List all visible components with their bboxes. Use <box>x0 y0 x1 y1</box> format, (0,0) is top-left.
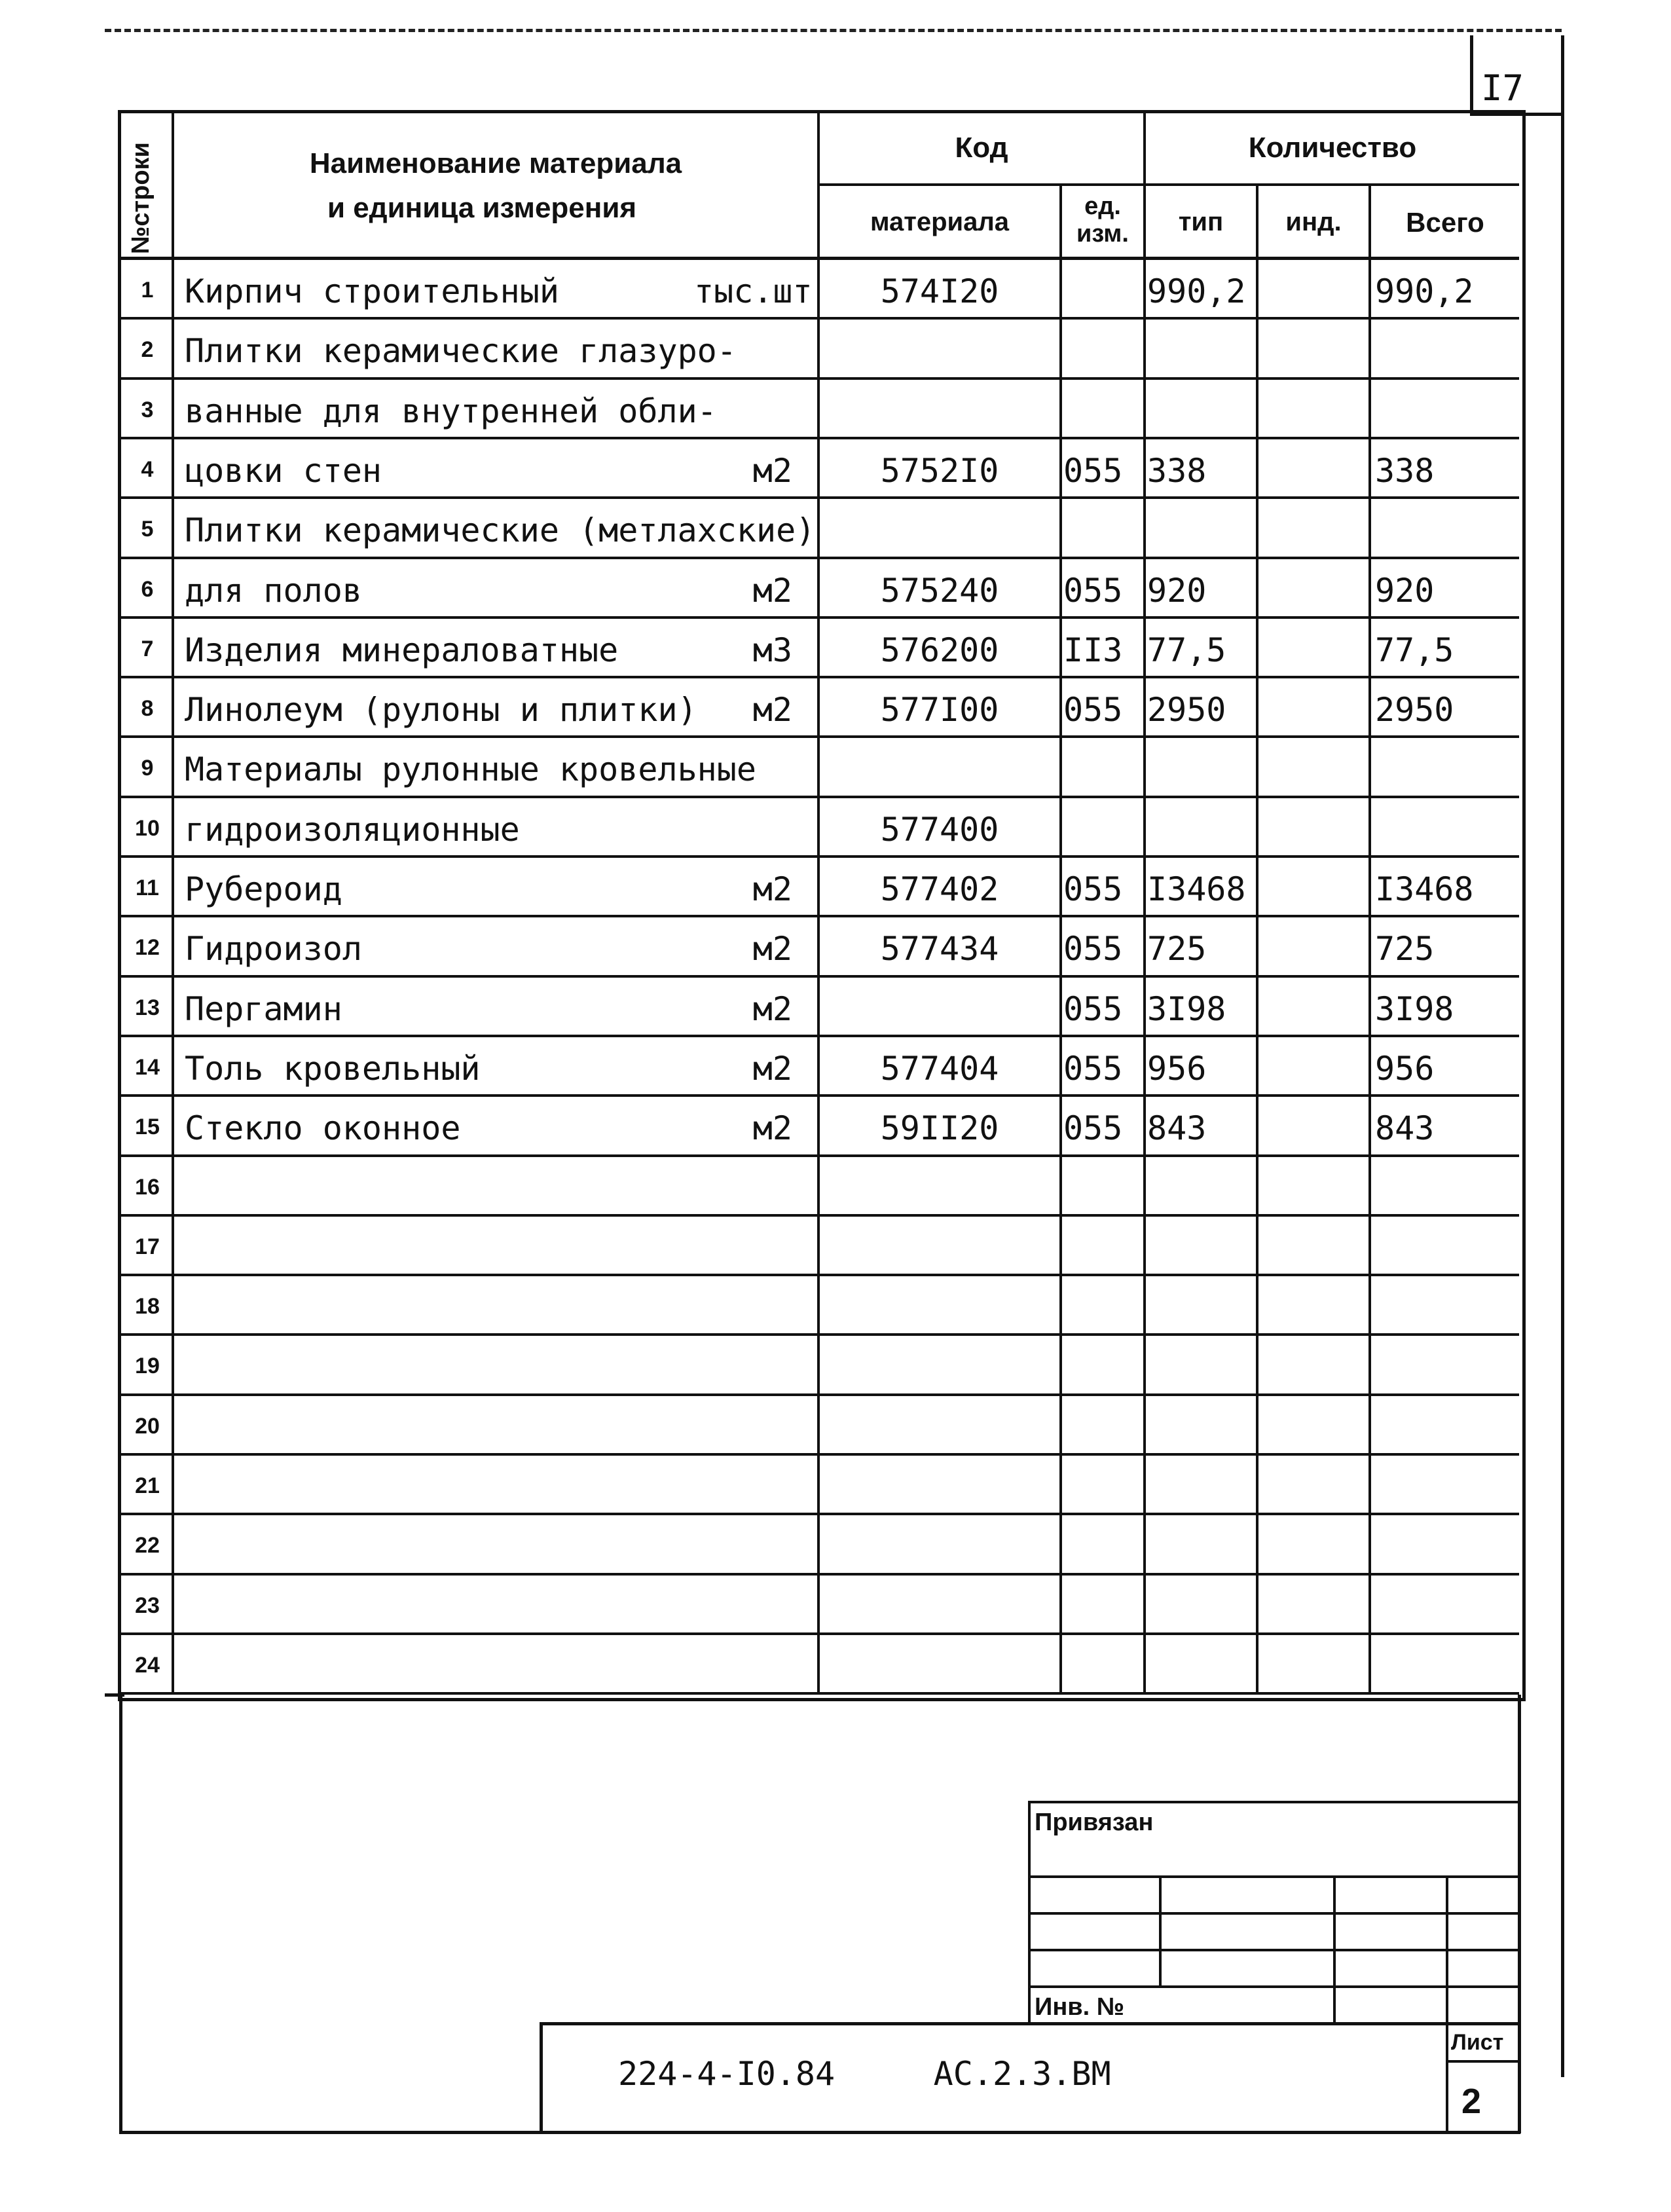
col-line-total <box>1368 185 1371 1695</box>
material-name: Кирпич строительный <box>185 272 559 310</box>
unit-code: 055 <box>1063 1109 1123 1147</box>
sheet-label: Лист <box>1451 2030 1504 2055</box>
unit-name: м2 <box>752 691 792 729</box>
unit-name: м2 <box>752 1109 792 1147</box>
header-name-line1: Наименование материала <box>309 147 682 179</box>
attached-col-1 <box>1159 1875 1162 1985</box>
row-number: 19 <box>135 1354 160 1378</box>
quantity-total: 990,2 <box>1375 272 1474 310</box>
row-number: 14 <box>135 1055 160 1080</box>
material-name: Толь кровельный <box>185 1050 481 1088</box>
material-name: Пергамин <box>185 990 342 1028</box>
quantity-total: 338 <box>1375 452 1435 490</box>
material-name: Плитки керамические глазуро- <box>185 332 737 370</box>
quantity-total: 843 <box>1375 1109 1435 1147</box>
page-number: I7 <box>1481 67 1524 109</box>
row-number: 7 <box>141 636 154 661</box>
row-divider <box>119 1214 1519 1217</box>
header-type: тип <box>1178 208 1224 236</box>
material-name: для полов <box>185 572 362 610</box>
quantity-total: 77,5 <box>1375 631 1454 669</box>
material-name: Плитки керамические (метлахские) <box>185 511 816 549</box>
row-divider <box>119 915 1519 917</box>
row-number: 6 <box>141 577 154 602</box>
designation-left <box>540 2022 543 2133</box>
row-divider <box>119 975 1519 978</box>
row-number: 10 <box>135 816 160 841</box>
unit-code: 055 <box>1063 930 1123 968</box>
material-code: 577402 <box>880 870 999 908</box>
right-frame-line <box>1561 113 1564 2077</box>
row-divider <box>119 377 1519 380</box>
row-number: 18 <box>135 1294 160 1319</box>
row-number: 23 <box>135 1593 160 1618</box>
col-line-unit <box>1059 185 1062 1695</box>
row-number: 20 <box>135 1414 160 1439</box>
attached-col-3 <box>1446 1875 1448 2023</box>
header-unit-line2: изм. <box>1076 220 1129 248</box>
header-name-line2: и единица измерения <box>327 192 637 224</box>
designation-top <box>540 2022 1519 2025</box>
row-number: 11 <box>136 876 159 900</box>
quantity-total: 2950 <box>1375 691 1454 729</box>
row-divider <box>119 676 1519 678</box>
row-number: 8 <box>141 696 154 721</box>
quantity-type: 956 <box>1147 1050 1207 1088</box>
row-divider <box>119 616 1519 619</box>
row-number: 12 <box>135 935 160 960</box>
stamp-bottom-border <box>119 2131 1520 2134</box>
attached-label: Привязан <box>1035 1809 1154 1836</box>
material-name: Рубероид <box>185 870 342 908</box>
row-number: 13 <box>135 995 160 1020</box>
row-divider <box>119 1094 1519 1097</box>
row-number: 15 <box>135 1115 160 1139</box>
unit-name: м2 <box>752 930 792 968</box>
row-number: 22 <box>135 1533 160 1558</box>
row-divider <box>119 1333 1519 1336</box>
unit-code: 055 <box>1063 452 1123 490</box>
unit-code: 055 <box>1063 1050 1123 1088</box>
attached-box-top <box>1028 1801 1519 1803</box>
stamp-left-border <box>119 1695 122 2133</box>
row-divider <box>119 1154 1519 1157</box>
header-total: Всего <box>1406 207 1484 238</box>
row-divider <box>119 796 1519 798</box>
material-code: 577I00 <box>880 691 999 729</box>
quantity-total: 956 <box>1375 1050 1435 1088</box>
header-ind: инд. <box>1285 208 1342 236</box>
row-number: 17 <box>135 1234 160 1259</box>
unit-name: м2 <box>752 572 792 610</box>
unit-code: 055 <box>1063 572 1123 610</box>
row-number: 9 <box>141 756 154 781</box>
quantity-total: I3468 <box>1375 870 1474 908</box>
material-name: гидроизоляционные <box>185 811 520 849</box>
material-code: 5752I0 <box>880 452 999 490</box>
quantity-type: 2950 <box>1147 691 1226 729</box>
row-divider <box>119 1573 1519 1576</box>
material-name: Изделия минераловатные <box>185 631 619 669</box>
inv-no-label: Инв. № <box>1035 1993 1125 2021</box>
row-divider <box>119 1035 1519 1037</box>
top-dashed-line <box>105 29 1562 32</box>
unit-name: тыс.шт <box>694 272 813 310</box>
material-name: Линолеум (рулоны и плитки) <box>185 691 697 729</box>
quantity-type: 725 <box>1147 930 1207 968</box>
row-divider <box>119 735 1519 738</box>
col-line-ind <box>1256 185 1258 1695</box>
unit-name: м2 <box>752 452 792 490</box>
row-divider <box>119 1274 1519 1276</box>
row-number: 1 <box>141 278 154 303</box>
material-code: 577404 <box>880 1050 999 1088</box>
unit-name: м2 <box>752 870 792 908</box>
unit-code: 055 <box>1063 990 1123 1028</box>
quantity-type: 338 <box>1147 452 1207 490</box>
row-divider <box>119 437 1519 439</box>
row-divider <box>119 496 1519 499</box>
unit-name: м3 <box>752 631 792 669</box>
row-divider <box>119 1632 1519 1635</box>
material-code: 576200 <box>880 631 999 669</box>
header-code: Код <box>955 132 1008 164</box>
header-row-number: №строки <box>127 142 155 254</box>
row-number: 4 <box>141 457 154 482</box>
row-number: 2 <box>141 337 154 362</box>
row-number: 5 <box>141 517 154 542</box>
material-name: ванные для внутренней обли- <box>185 392 717 430</box>
row-divider <box>119 557 1519 559</box>
sheet-label-line <box>1446 2060 1519 2063</box>
material-code: 575240 <box>880 572 999 610</box>
quantity-type: 990,2 <box>1147 272 1246 310</box>
attached-col-2 <box>1333 1875 1336 2023</box>
row-divider <box>119 317 1519 320</box>
sheet-col-line <box>1446 2022 1448 2133</box>
material-name: цовки стен <box>185 452 382 490</box>
row-divider <box>119 855 1519 858</box>
row-number: 3 <box>141 397 154 422</box>
quantity-total: 920 <box>1375 572 1435 610</box>
row-divider <box>119 1393 1519 1396</box>
quantity-type: I3468 <box>1147 870 1246 908</box>
row-divider <box>119 1692 1519 1695</box>
unit-name: м2 <box>752 1050 792 1088</box>
subheader-line <box>818 183 1519 186</box>
row-number: 21 <box>135 1473 160 1498</box>
row-divider <box>119 1453 1519 1456</box>
material-code: 577400 <box>880 811 999 849</box>
unit-code: 055 <box>1063 691 1123 729</box>
row-divider <box>119 1513 1519 1515</box>
material-name: Гидроизол <box>185 930 362 968</box>
unit-code: II3 <box>1063 631 1123 669</box>
header-unit-line1: ед. <box>1084 193 1121 220</box>
material-name: Стекло оконное <box>185 1109 461 1147</box>
document-designation: 224-4-I0.84 АС.2.3.ВМ <box>618 2055 1111 2093</box>
material-code: 574I20 <box>880 272 999 310</box>
material-code: 577434 <box>880 930 999 968</box>
unit-name: м2 <box>752 990 792 1028</box>
header-quantity: Количество <box>1248 132 1417 164</box>
row-number: 16 <box>135 1175 160 1200</box>
unit-code: 055 <box>1063 870 1123 908</box>
quantity-total: 3I98 <box>1375 990 1454 1028</box>
header-bottom-line <box>119 257 1519 260</box>
quantity-type: 3I98 <box>1147 990 1226 1028</box>
quantity-type: 920 <box>1147 572 1207 610</box>
col-line-qty <box>1143 111 1146 1695</box>
material-name: Материалы рулонные кровельные <box>185 750 756 788</box>
header-material: материала <box>870 208 1010 236</box>
quantity-type: 77,5 <box>1147 631 1226 669</box>
sheet-number: 2 <box>1461 2082 1482 2121</box>
material-code: 59II20 <box>880 1109 999 1147</box>
row-number: 24 <box>135 1653 160 1678</box>
quantity-type: 843 <box>1147 1109 1207 1147</box>
quantity-total: 725 <box>1375 930 1435 968</box>
